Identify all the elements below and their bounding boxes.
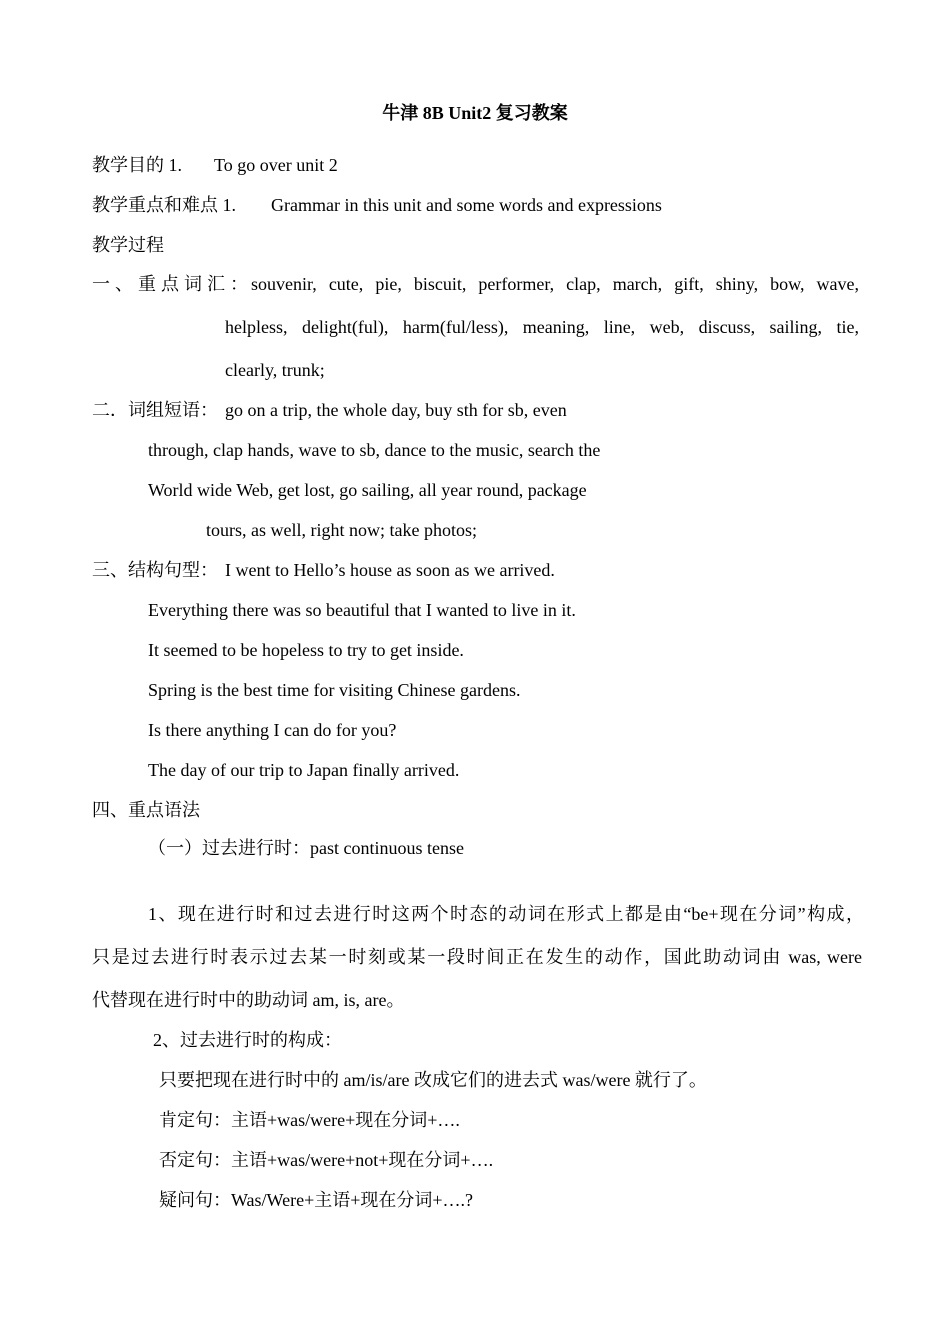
vocab-word: discuss, bbox=[698, 317, 756, 337]
vocab-word: sailing, bbox=[769, 317, 823, 337]
sentence-item: The day of our trip to Japan finally arrived. bbox=[148, 760, 460, 780]
vocab-word: shiny, bbox=[715, 274, 759, 294]
negative-form: 否定句：主语+was/were+not+现在分词+…. bbox=[159, 1150, 494, 1170]
vocab-word: line, bbox=[603, 317, 636, 337]
vocab-word: tie, bbox=[836, 317, 859, 337]
process-heading: 教学过程 bbox=[92, 235, 164, 255]
structure-line: 只要把现在进行时中的 am/is/are 改成它们的进去式 was/were 就行了。 bbox=[159, 1070, 707, 1090]
sentence-item: Spring is the best time for visiting Chinese gardens. bbox=[148, 680, 521, 700]
vocab-word: gift, bbox=[674, 274, 704, 294]
phrases-line-3: World wide Web, get lost, go sailing, all year round, package bbox=[148, 480, 587, 500]
phrases-line-1: go on a trip, the whole day, buy sth for sb, even bbox=[225, 400, 567, 420]
grammar-paragraph-line-3: 代替现在进行时中的助动词 am, is, are。 bbox=[92, 990, 405, 1010]
vocab-word: souvenir, bbox=[251, 274, 317, 294]
vocab-line-2 bbox=[225, 315, 859, 339]
affirmative-form: 肯定句：主语+was/were+现在分词+…. bbox=[159, 1110, 460, 1130]
objective-label: 教学目的 1. bbox=[92, 155, 182, 175]
vocab-word: delight(ful), bbox=[301, 317, 389, 337]
key-points-text: Grammar in this unit and some words and expressions bbox=[271, 195, 662, 215]
question-form: 疑问句：Was/Were+主语+现在分词+….? bbox=[159, 1190, 474, 1210]
sentence-item: Everything there was so beautiful that I wanted to live in it. bbox=[148, 600, 576, 620]
vocab-word: meaning, bbox=[522, 317, 590, 337]
vocab-word: bow, bbox=[770, 274, 805, 294]
sentence-item: It seemed to be hopeless to try to get inside. bbox=[148, 640, 464, 660]
vocab-word: harm(ful/less), bbox=[402, 317, 509, 337]
vocab-label: 一、重点词汇： bbox=[92, 274, 253, 294]
vocab-word: performer, bbox=[478, 274, 555, 294]
grammar-paragraph-line-1: 1、现在进行时和过去进行时这两个时态的动词在形式上都是由“be+现在分词”构成， bbox=[148, 904, 864, 924]
objective-text: To go over unit 2 bbox=[214, 155, 338, 175]
phrases-line-2: through, clap hands, wave to sb, dance to the music, search the bbox=[148, 440, 601, 460]
vocab-word: pie, bbox=[375, 274, 402, 294]
vocab-word: helpless, bbox=[225, 317, 288, 337]
vocab-word: wave, bbox=[816, 274, 859, 294]
vocab-line-3: clearly, trunk; bbox=[225, 360, 325, 380]
grammar-heading: 四、重点语法 bbox=[92, 800, 200, 820]
grammar-subheading: （一）过去进行时：past continuous tense bbox=[148, 838, 464, 858]
key-points-label: 教学重点和难点 1. bbox=[92, 195, 236, 215]
vocab-word: cute, bbox=[328, 274, 364, 294]
phrases-label: 二．词组短语： bbox=[92, 400, 218, 420]
phrases-line-4: tours, as well, right now; take photos; bbox=[206, 520, 477, 540]
vocab-line-1 bbox=[251, 272, 859, 296]
document-title: 牛津 8B Unit2 复习教案 bbox=[382, 103, 568, 123]
sentence-item: Is there anything I can do for you? bbox=[148, 720, 397, 740]
vocab-word: clap, bbox=[566, 274, 601, 294]
sentences-label: 三、结构句型： bbox=[92, 560, 218, 580]
vocab-word: web, bbox=[649, 317, 685, 337]
vocab-word: biscuit, bbox=[413, 274, 467, 294]
sentence-item: I went to Hello’s house as soon as we arrived. bbox=[225, 560, 555, 580]
grammar-paragraph-line-2: 只是过去进行时表示过去某一时刻或某一段时间正在发生的动作，国此助动词由 was, were bbox=[92, 947, 862, 967]
vocab-word: march, bbox=[612, 274, 663, 294]
structure-heading: 2、过去进行时的构成： bbox=[153, 1030, 342, 1050]
